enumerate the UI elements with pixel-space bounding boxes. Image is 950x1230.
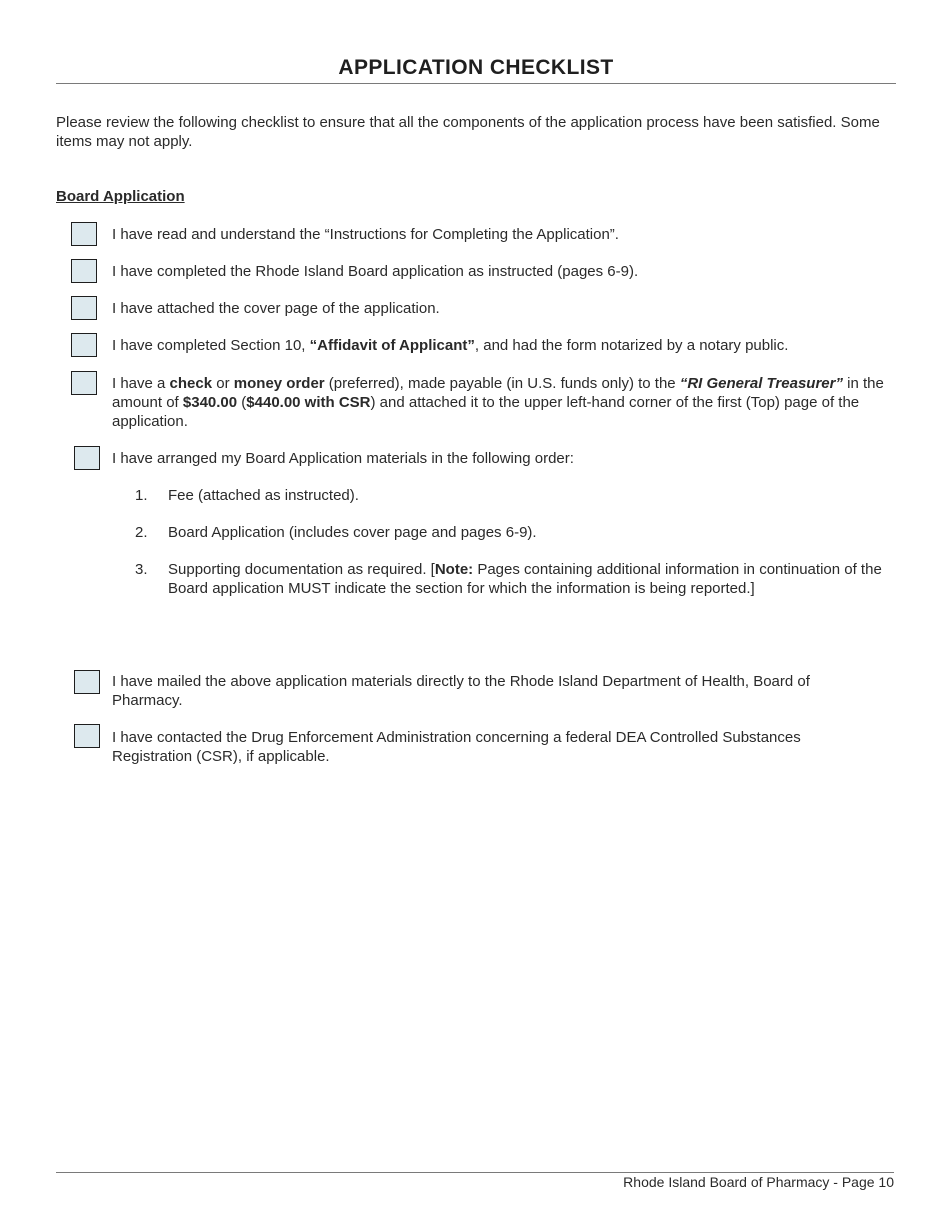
order-item-supporting-documentation: Supporting documentation as required. [Note: Pages containing additional information in continuation of the Board application MUST indicate the section for which the information is being reported.] [168,561,882,597]
section-heading-board-application: Board Application [56,188,185,205]
checklist-item-dea-contact: I have contacted the Drug Enforcement Administration concerning a federal DEA Controlled Substances Registration (CSR), if applicable. [112,729,801,765]
checkbox-instructions[interactable] [71,222,97,246]
checkbox-affidavit[interactable] [71,333,97,357]
order-number-3: 3. [135,561,148,578]
order-number-2: 2. [135,524,148,541]
order-item-board-application: Board Application (includes cover page and pages 6-9). [168,524,537,541]
checklist-item-mailed: I have mailed the above application materials directly to the Rhode Island Department of Health, Board of Pharmacy. [112,673,810,709]
checklist-item-materials-order: I have arranged my Board Application materials in the following order: [112,450,574,467]
title-divider [56,83,896,84]
order-number-1: 1. [135,487,148,504]
checklist-item-instructions: I have read and understand the “Instructions for Completing the Application”. [112,226,619,243]
checkbox-materials-order[interactable] [74,446,100,470]
checkbox-payment[interactable] [71,371,97,395]
page-footer: Rhode Island Board of Pharmacy - Page 10 [623,1174,894,1190]
order-item-fee: Fee (attached as instructed). [168,487,359,504]
checklist-item-cover-page: I have attached the cover page of the application. [112,300,440,317]
intro-paragraph: Please review the following checklist to ensure that all the components of the application process have been satisfied. Some items may not apply. [56,114,880,150]
checklist-item-completed-application: I have completed the Rhode Island Board application as instructed (pages 6-9). [112,263,639,280]
checkbox-completed-application[interactable] [71,259,97,283]
checkbox-cover-page[interactable] [71,296,97,320]
checkbox-dea-contact[interactable] [74,724,100,748]
page-title: APPLICATION CHECKLIST [338,56,614,79]
checklist-item-affidavit: I have completed Section 10, “Affidavit of Applicant”, and had the form notarized by a notary public. [112,337,789,354]
checklist-item-payment: I have a check or money order (preferred), made payable (in U.S. funds only) to the “RI General Treasurer” in the amount of $340.00 ($440.00 with CSR) and attached it to the upper left-hand corner of the first (Top) page of the application. [112,375,884,430]
checkbox-mailed[interactable] [74,670,100,694]
